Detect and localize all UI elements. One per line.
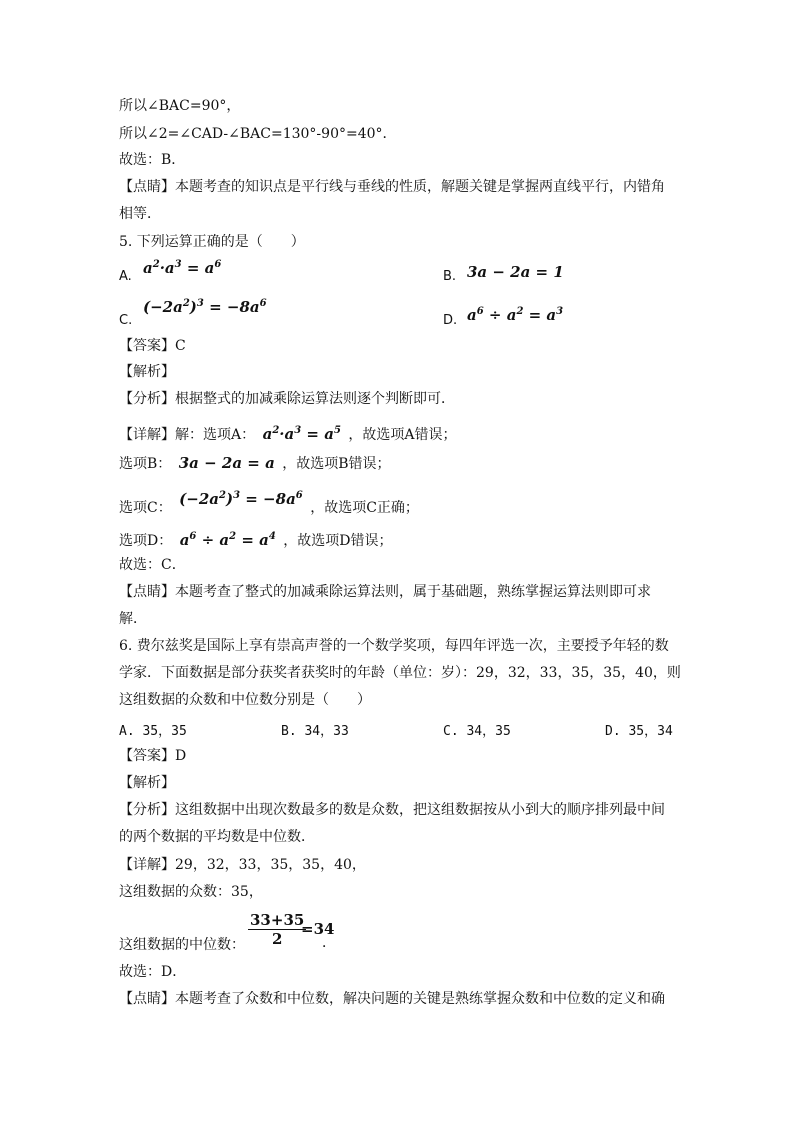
option-c-formula: $(-2a^2)^3 = -8a^6$ [143, 298, 267, 316]
formula: $a^2\cdot a^3 = a^5$ [262, 425, 341, 443]
text-line: 【点睛】本题考查了众数和中位数，解决问题的关键是熟练掌握众数和中位数的定义和确 [119, 991, 665, 1007]
fraction-numerator: 33+35 [250, 911, 305, 929]
text-line: 【分析】这组数据中出现次数最多的数是众数，把这组数据按从小到大的顺序排列最中间 [119, 802, 665, 818]
question-6-stem: 学家．下面数据是部分获奖者获奖时的年龄（单位：岁）：29，32，33，35，35，40，则 [119, 665, 681, 681]
text-line: 的两个数据的平均数是中位数． [119, 829, 315, 845]
text-line: 【分析】根据整式的加减乘除运算法则逐个判断即可． [119, 391, 455, 407]
median-suffix: ． [322, 935, 336, 951]
analysis-heading: 【解析】 [119, 775, 175, 791]
question-6-stem: 6. 费尔兹奖是国际上享有崇高声誉的一个数学奖项，每四年评选一次，主要授予年轻的数 [119, 638, 669, 654]
detail-prefix: 选项B： [119, 456, 172, 472]
text-line: 故选：B． [119, 152, 186, 168]
option-d: D. 35，34 [605, 724, 673, 739]
detail-suffix: ，故选项B错误； [282, 456, 391, 472]
text-line: 所以∠BAC=90°， [119, 98, 241, 114]
text-line: 解． [119, 611, 147, 627]
analysis-heading: 【解析】 [119, 364, 175, 380]
detail-line-c [119, 490, 419, 518]
question-6-stem: 这组数据的众数和中位数分别是（ ） [119, 692, 371, 708]
formula: $(-2a^2)^3 = -8a^6$ [179, 490, 303, 508]
formula: $a^6 \div a^2 = a^4$ [179, 531, 276, 549]
option-a: A. 35，35 [119, 724, 187, 739]
detail-prefix: 【详解】解：选项A： [119, 427, 256, 443]
detail-line-a [119, 424, 456, 445]
fraction-denominator: 2 [271, 930, 283, 948]
detail-prefix: 选项D： [119, 533, 173, 549]
median-prefix: 这组数据的中位数： [119, 937, 245, 953]
detail-suffix: ，故选项D错误； [283, 533, 393, 549]
option-c: C. 34，35 [443, 724, 511, 739]
answer-label: 【答案】C [119, 338, 186, 354]
formula: 3a − 2a = a [178, 454, 275, 472]
option-a-formula: $a^2\cdot a^3 = a^6$ [143, 259, 222, 277]
text-line: 故选：D． [119, 964, 187, 980]
fraction-result: =34 [301, 920, 335, 938]
option-d-formula: $a^6 \div a^2 = a^3$ [467, 306, 564, 324]
text-line: 相等． [119, 206, 161, 222]
detail-suffix: ，故选项A错误； [348, 427, 457, 443]
option-b-label: B. [443, 269, 457, 284]
option-b: B. 34，33 [281, 724, 349, 739]
option-d-label: D. [443, 313, 458, 328]
median-fraction [248, 911, 306, 948]
text-line: 这组数据的众数：35， [119, 884, 263, 900]
detail-line-b [119, 453, 391, 474]
text-line: 【点睛】本题考查的知识点是平行线与垂线的性质，解题关键是掌握两直线平行，内错角 [119, 179, 665, 195]
answer-label: 【答案】D [119, 748, 187, 764]
text-line: 【详解】29，32，33，35，35，40， [119, 857, 366, 873]
detail-suffix: ，故选项C正确； [310, 500, 419, 516]
text-line: 【点睛】本题考查了整式的加减乘除运算法则，属于基础题，熟练掌握运算法则即可求 [119, 584, 651, 600]
option-c-label: C. [119, 313, 133, 328]
text-line: 所以∠2=∠CAD-∠BAC=130°-90°=40°． [119, 126, 397, 142]
text-line: 故选：C． [119, 557, 186, 573]
detail-line-d [119, 530, 392, 551]
option-b-formula: 3a − 2a = 1 [467, 263, 564, 281]
detail-prefix: 选项C： [119, 500, 172, 516]
question-5-stem: 5. 下列运算正确的是（ ） [119, 234, 305, 250]
option-a-label: A. [119, 269, 132, 284]
